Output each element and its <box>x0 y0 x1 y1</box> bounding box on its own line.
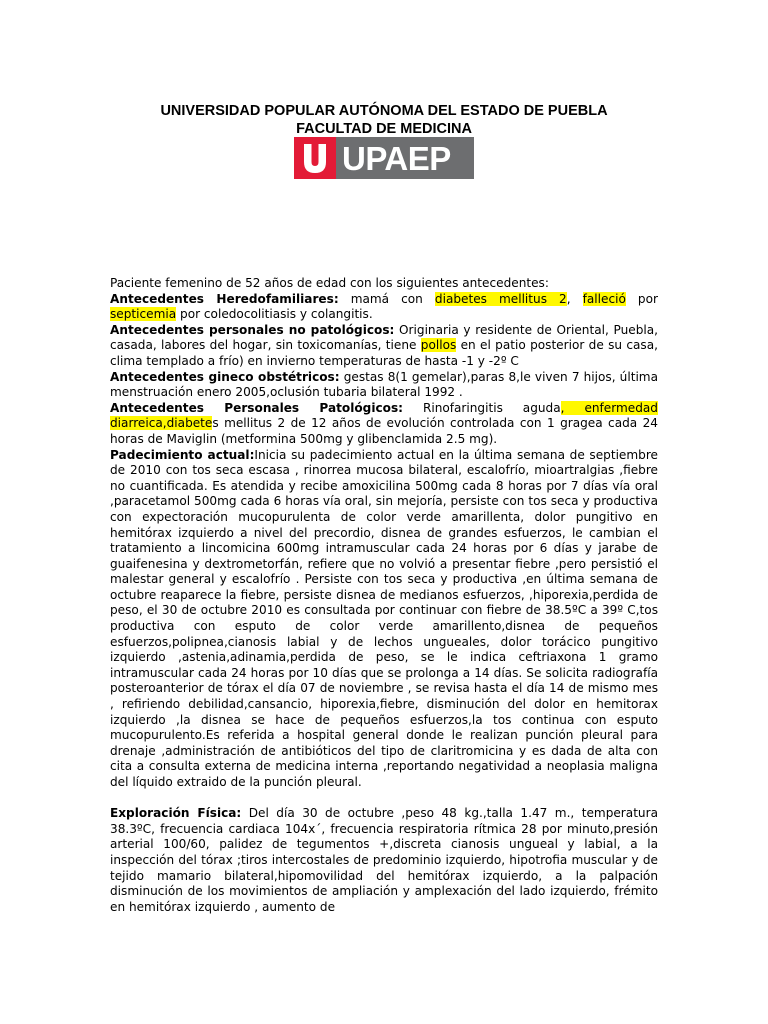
exploracion-label: Exploración Física: <box>110 806 242 821</box>
padecimiento-text: Inicia su padecimiento actual en la última semana de septiembre de 2010 con tos seca escasa , rinorrea mucosa bilateral, escalofrío, mioartralgias ,fiebre no cuantificada. Es atendida y recibe amoxicilina 500mg cada 8 horas por 7 días vía oral ,paracetamol 500mg cada 6 horas vía oral, sin mejoría, persiste con tos seca y productiva con expectoración mucopurulenta de color verde amarillenta, dolor pungitivo en hemitórax izquierdo a nivel del precordio, disnea de grandes esfuerzos, le cambian el tratamiento a lincomicina 600mg intramuscular cada 24 horas por 6 días y jarabe de guaifenesina y dextrometorfán, refiere que no volvió a presentar fiebre ,pero persistió el malestar general y escalofrío . Persiste con tos seca y productiva ,en última semana de octubre reaparece la fiebre, persiste disnea de medianos esfuerzos, ,hiporexia,perdida de peso, el 30 de octubre 2010 es consultada por continuar con fiebre de 38.5ºC a 39º C,tos productiva con esputo de color verde amarillento,disnea de pequeños esfuerzos,polipnea,cianosis labial y de lechos ungueales, dolor torácico pungitivo izquierdo ,astenia,adinamia,perdida de peso, se le indica ceftriaxona 1 gramo intramuscular cada 24 horas por 10 días que se prolonga a 14 días. Se solicita radiografía posteroanterior de tórax el día 07 de noviembre , se revisa hasta el día 14 de mismo mes , refiriendo debilidad,cansancio, hiporexia,fiebre, disminución del dolor en hemitorax izquierdo ,la disnea se hace de pequeños esfuerzos,la tos continua con esputo mucopurulento.Es referida a hospital general donde le realizan punción pleural para drenaje ,administración de antibióticos del tipo de claritromicina y es dada de alta con cita a consulta externa de medicina interna ,reportando negatividad a neoplasia maligna del líquido extraido de la punción pleural. <box>110 447 658 789</box>
logo-u-icon <box>294 137 336 179</box>
logo-mark <box>294 137 336 179</box>
gineco-text: gestas 8(1 gemelar),paras 8,le viven 7 hijos, última menstruación enero 2005,oclusión tubaria bilateral 1992 . <box>110 369 658 400</box>
gineco-label: Antecedentes gineco obstétricos: <box>110 369 340 384</box>
heredo-text-1: mamá con <box>338 291 435 306</box>
heredo-text-3: por <box>625 291 658 306</box>
heredo-text-2: , <box>566 291 583 306</box>
heredofamiliares-paragraph <box>110 292 658 323</box>
upaep-logo <box>294 137 474 179</box>
highlight-pollos: pollos <box>420 338 457 353</box>
faculty-title: FACULTAD DE MEDICINA <box>296 121 472 137</box>
paragraph-gap <box>110 791 658 807</box>
heredofamiliares-label: Antecedentes Heredofamiliares: <box>110 291 339 306</box>
heredo-text-4: por coledocolitiasis y colangitis. <box>176 307 373 322</box>
gineco-paragraph <box>110 370 658 401</box>
patologicos-text-1: Rinofaringitis aguda <box>403 400 561 415</box>
patologicos-text-2: s mellitus 2 de 12 años de evolución controlada con 1 gragea cada 24 horas de Maviglin (metformina 500mg y glibenclamida 2.5 mg). <box>110 416 658 446</box>
highlight-fallecio: falleció <box>582 291 626 306</box>
highlight-diabetes: diabetes mellitus 2 <box>434 291 567 306</box>
padecimiento-label: Padecimiento actual: <box>110 447 255 462</box>
highlight-enfermedad-diarreica: , enfermedad diarreica,diabete <box>110 400 658 431</box>
padecimiento-paragraph <box>110 448 658 791</box>
exploracion-paragraph <box>110 806 658 915</box>
intro-paragraph: Paciente femenino de 52 años de edad con los siguientes antecedentes: <box>110 276 549 290</box>
highlight-septicemia: septicemia <box>110 307 177 322</box>
no-patologicos-label: Antecedentes personales no patológicos: <box>110 322 395 337</box>
patologicos-label: Antecedentes Personales Patológicos: <box>110 400 403 415</box>
university-title: UNIVERSIDAD POPULAR AUTÓNOMA DEL ESTADO DE PUEBLA <box>160 103 608 119</box>
logo-wordmark: UPAEP <box>342 140 451 177</box>
no-patologicos-text-2: en el patio posterior de su casa, clima templado a frío) en invierno temperaturas de hasta -1 y -2º C <box>110 338 658 368</box>
exploracion-text: Del día 30 de octubre ,peso 48 kg.,talla 1.47 m., temperatura 38.3ºC, frecuencia cardiaca 104x´, frecuencia respiratoria rítmica 28 por minuto,presión arterial 100/60, palidez de tegumentos +,discreta cianosis ungueal y labial, a la inspección del tórax ;tiros intercostales de predominio izquierdo, hipotrofia muscular y de tejido mamario bilateral,hipomovilidad del hemitórax izquierdo, a la palpación disminución de los movimientos de ampliación y amplexación del lado izquierdo, frémito en hemitórax izquierdo , aumento de <box>110 806 658 914</box>
clinical-history <box>110 276 658 915</box>
patologicos-paragraph <box>110 401 658 448</box>
no-patologicos-text-1: Originaria y residente de Oriental, Puebla, casada, labores del hogar, sin toxicomanías, tiene <box>110 322 658 353</box>
no-patologicos-paragraph <box>110 323 658 370</box>
